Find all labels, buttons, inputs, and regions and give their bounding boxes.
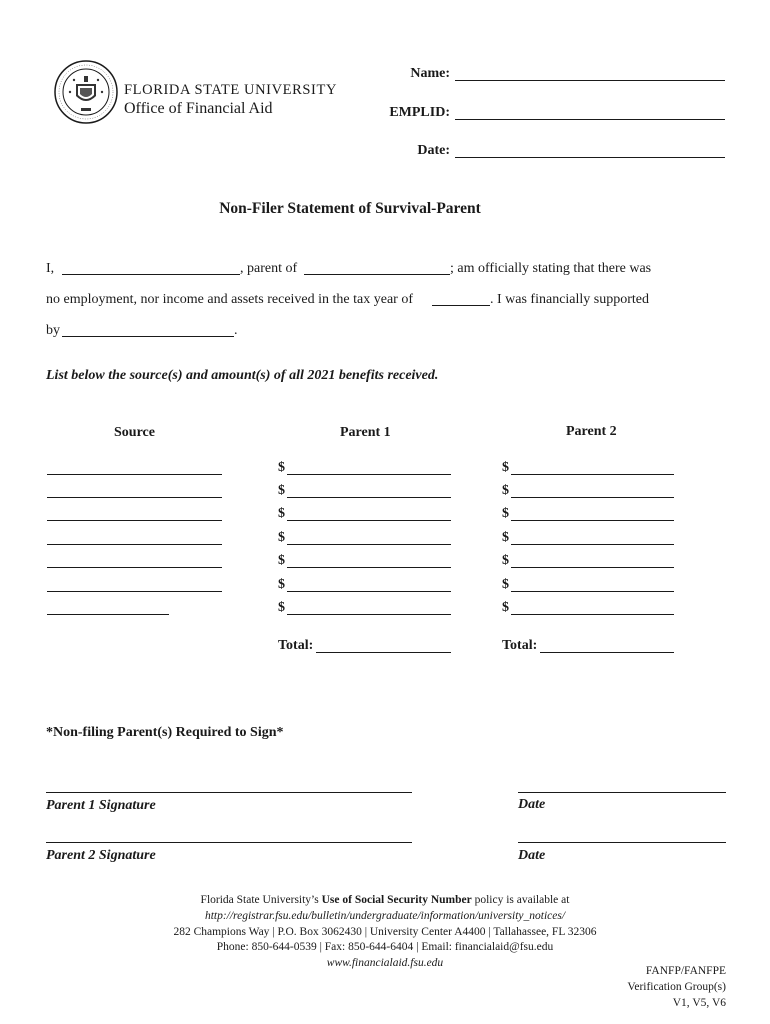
parent1-amount-field[interactable]: [287, 591, 451, 592]
dollar-sign: $: [502, 553, 509, 568]
emplid-field[interactable]: [455, 119, 725, 120]
source-field[interactable]: [47, 497, 222, 498]
date-field[interactable]: [455, 157, 725, 158]
tax-year-field[interactable]: [432, 305, 490, 306]
source-field[interactable]: [47, 567, 222, 568]
parent2-amount-field[interactable]: [511, 567, 674, 568]
dollar-sign: $: [502, 506, 509, 521]
student-name-field[interactable]: [304, 274, 450, 275]
parent2-amount-field[interactable]: [511, 474, 674, 475]
parent2-total-field[interactable]: [540, 652, 674, 653]
parent2-amount-field[interactable]: [511, 591, 674, 592]
statement-parent-of: , parent of: [240, 261, 298, 276]
statement-supported: . I was financially supported: [490, 292, 650, 307]
statement-by: by: [46, 323, 60, 338]
ssn-policy-pre: Florida State University’s: [200, 894, 322, 906]
name-field[interactable]: [455, 80, 725, 81]
dollar-sign: $: [502, 600, 509, 615]
parent2-amount-field[interactable]: [511, 497, 674, 498]
ssn-policy-link-text: Use of Social Security Number: [321, 894, 472, 906]
parent1-signature-label: Parent 1 Signature: [46, 798, 156, 813]
parent2-date-label: Date: [518, 848, 546, 863]
date-label: Date:: [417, 143, 450, 158]
source-field[interactable]: [47, 544, 222, 545]
statement-line2: no employment, nor income and assets received in the tax year of: [46, 292, 413, 307]
parent1-total-field[interactable]: [316, 652, 451, 653]
parent1-date-field[interactable]: [518, 792, 726, 793]
parent1-amount-field[interactable]: [287, 497, 451, 498]
parent2-amount-field[interactable]: [511, 614, 674, 615]
dollar-sign: $: [502, 530, 509, 545]
parent1-amount-field[interactable]: [287, 474, 451, 475]
statement-period: .: [234, 323, 238, 338]
parent2-signature-field[interactable]: [46, 842, 412, 843]
emplid-label: EMPLID:: [389, 105, 450, 120]
signature-requirement-note: *Non-filing Parent(s) Required to Sign*: [46, 725, 284, 740]
office-name: Office of Financial Aid: [124, 100, 273, 117]
dollar-sign: $: [278, 530, 285, 545]
name-label: Name:: [410, 66, 450, 81]
dollar-sign: $: [502, 577, 509, 592]
parent1-date-label: Date: [518, 797, 546, 812]
dollar-sign: $: [278, 460, 285, 475]
parent2-amount-field[interactable]: [511, 520, 674, 521]
statement-stating: ; am officially stating that there was: [450, 261, 652, 276]
dollar-sign: $: [278, 600, 285, 615]
instruction-text: List below the source(s) and amount(s) of all 2021 benefits received.: [46, 368, 439, 383]
supported-by-field[interactable]: [62, 336, 234, 337]
fsu-seal-icon: [54, 60, 118, 124]
office-address: 282 Champions Way | P.O. Box 3062430 | University Center A4400 | Tallahassee, FL 32306: [173, 926, 597, 938]
parent1-amount-field[interactable]: [287, 520, 451, 521]
ssn-policy-post: policy is available at: [471, 894, 570, 906]
dollar-sign: $: [502, 460, 509, 475]
parent1-total-label: Total:: [278, 638, 314, 653]
parent2-amount-field[interactable]: [511, 544, 674, 545]
parent1-amount-field[interactable]: [287, 544, 451, 545]
source-field[interactable]: [47, 474, 222, 475]
verification-group-label: Verification Group(s): [627, 981, 726, 993]
dollar-sign: $: [502, 483, 509, 498]
parent1-signature-field[interactable]: [46, 792, 412, 793]
dollar-sign: $: [278, 506, 285, 521]
parent2-signature-label: Parent 2 Signature: [46, 848, 156, 863]
office-contact: Phone: 850-644-0539 | Fax: 850-644-6404 | Email: financialaid@fsu.edu: [216, 941, 554, 953]
parent2-total-label: Total:: [502, 638, 538, 653]
registrar-url[interactable]: http://registrar.fsu.edu/bulletin/undergraduate/information/university_notices/: [204, 910, 566, 922]
parent1-amount-field[interactable]: [287, 567, 451, 568]
dollar-sign: $: [278, 483, 285, 498]
parent2-date-field[interactable]: [518, 842, 726, 843]
parent1-amount-field[interactable]: [287, 614, 451, 615]
ssn-policy-note: [0, 894, 770, 906]
parent2-column-header: Parent 2: [566, 424, 617, 439]
university-name: FLORIDA STATE UNIVERSITY: [124, 82, 338, 98]
source-column-header: Source: [114, 425, 155, 440]
source-field[interactable]: [47, 614, 169, 615]
parent-name-field[interactable]: [62, 274, 240, 275]
document-title: Non-Filer Statement of Survival-Parent: [219, 200, 481, 217]
statement-i: I,: [46, 261, 55, 276]
form-code: FANFP/FANFPE: [645, 965, 726, 977]
office-website[interactable]: www.financialaid.fsu.edu: [326, 957, 444, 969]
verification-groups: V1, V5, V6: [672, 997, 726, 1009]
parent1-column-header: Parent 1: [340, 425, 391, 440]
source-field[interactable]: [47, 591, 222, 592]
source-field[interactable]: [47, 520, 222, 521]
dollar-sign: $: [278, 577, 285, 592]
dollar-sign: $: [278, 553, 285, 568]
